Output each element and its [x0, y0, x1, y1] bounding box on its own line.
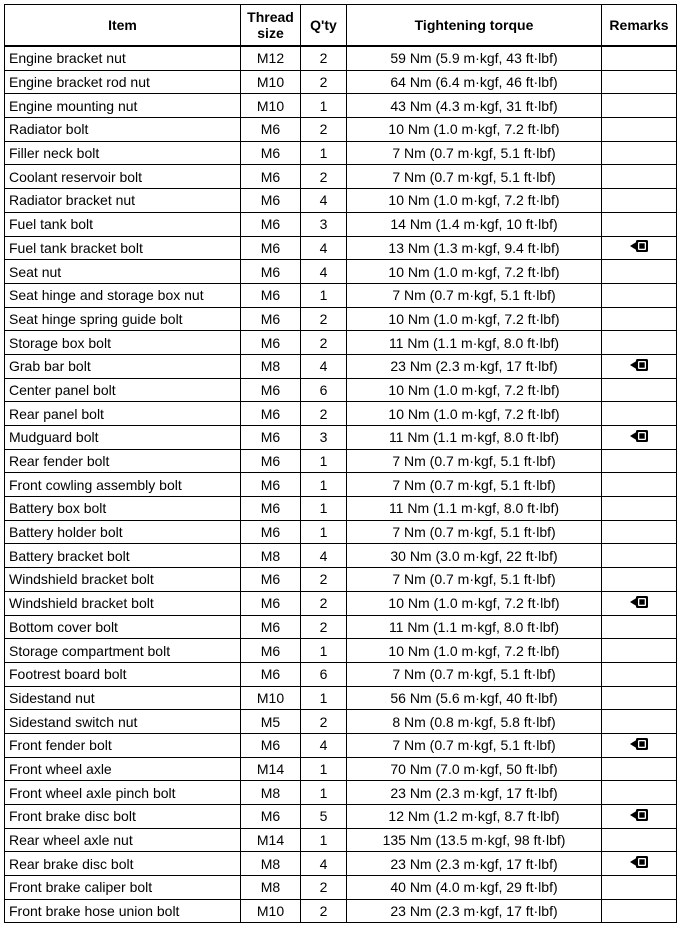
torque-cell: 10 Nm (1.0 m·kgf, 7.2 ft·lbf) — [347, 402, 602, 426]
thread-size-cell: M8 — [241, 544, 301, 568]
item-cell: Bottom cover bolt — [5, 615, 241, 639]
torque-cell: 12 Nm (1.2 m·kgf, 8.7 ft·lbf) — [347, 805, 602, 829]
table-row — [5, 662, 677, 686]
table-row — [5, 189, 677, 213]
qty-cell: 4 — [301, 852, 347, 876]
header-row — [5, 5, 677, 47]
torque-cell: 11 Nm (1.1 m·kgf, 8.0 ft·lbf) — [347, 331, 602, 355]
thread-size-cell: M6 — [241, 307, 301, 331]
qty-cell: 2 — [301, 899, 347, 923]
table-row — [5, 473, 677, 497]
remarks-cell — [602, 473, 677, 497]
qty-cell: 2 — [301, 331, 347, 355]
item-cell: Battery bracket bolt — [5, 544, 241, 568]
remarks-cell — [602, 331, 677, 355]
item-cell: Rear brake disc bolt — [5, 852, 241, 876]
torque-cell: 70 Nm (7.0 m·kgf, 50 ft·lbf) — [347, 757, 602, 781]
thread-size-cell: M6 — [241, 662, 301, 686]
table-row — [5, 828, 677, 852]
remarks-cell — [602, 378, 677, 402]
remarks-cell — [602, 591, 677, 615]
table-row — [5, 876, 677, 900]
remarks-cell — [602, 46, 677, 70]
torque-cell: 23 Nm (2.3 m·kgf, 17 ft·lbf) — [347, 781, 602, 805]
thread-size-cell: M8 — [241, 852, 301, 876]
remarks-cell — [602, 165, 677, 189]
locking-agent-icon — [629, 428, 649, 448]
remarks-cell — [602, 615, 677, 639]
item-cell: Grab bar bolt — [5, 354, 241, 378]
qty-cell: 1 — [301, 639, 347, 663]
thread-size-cell: M14 — [241, 757, 301, 781]
remarks-cell — [602, 118, 677, 142]
torque-cell: 10 Nm (1.0 m·kgf, 7.2 ft·lbf) — [347, 378, 602, 402]
table-row — [5, 118, 677, 142]
table-row — [5, 733, 677, 757]
remarks-cell — [602, 899, 677, 923]
locking-agent-icon — [629, 238, 649, 258]
torque-cell: 10 Nm (1.0 m·kgf, 7.2 ft·lbf) — [347, 591, 602, 615]
thread-size-cell: M10 — [241, 94, 301, 118]
item-cell: Rear panel bolt — [5, 402, 241, 426]
remarks-cell — [602, 852, 677, 876]
locking-agent-icon — [629, 854, 649, 874]
torque-cell: 7 Nm (0.7 m·kgf, 5.1 ft·lbf) — [347, 141, 602, 165]
qty-cell: 2 — [301, 615, 347, 639]
torque-cell: 11 Nm (1.1 m·kgf, 8.0 ft·lbf) — [347, 426, 602, 450]
remarks-cell — [602, 568, 677, 592]
table-row — [5, 331, 677, 355]
table-row — [5, 141, 677, 165]
thread-size-cell: M6 — [241, 236, 301, 260]
item-cell: Engine bracket rod nut — [5, 70, 241, 94]
locking-agent-icon — [629, 736, 649, 756]
torque-cell: 13 Nm (1.3 m·kgf, 9.4 ft·lbf) — [347, 236, 602, 260]
item-cell: Battery box bolt — [5, 497, 241, 521]
qty-cell: 1 — [301, 141, 347, 165]
remarks-cell — [602, 520, 677, 544]
thread-size-cell: M8 — [241, 354, 301, 378]
qty-cell: 1 — [301, 473, 347, 497]
torque-cell: 14 Nm (1.4 m·kgf, 10 ft·lbf) — [347, 212, 602, 236]
table-row — [5, 615, 677, 639]
table-row — [5, 805, 677, 829]
torque-cell: 23 Nm (2.3 m·kgf, 17 ft·lbf) — [347, 852, 602, 876]
thread-size-cell: M12 — [241, 46, 301, 70]
item-cell: Front brake disc bolt — [5, 805, 241, 829]
torque-cell: 10 Nm (1.0 m·kgf, 7.2 ft·lbf) — [347, 260, 602, 284]
torque-cell: 7 Nm (0.7 m·kgf, 5.1 ft·lbf) — [347, 520, 602, 544]
remarks-cell — [602, 757, 677, 781]
remarks-cell — [602, 497, 677, 521]
torque-cell: 59 Nm (5.9 m·kgf, 43 ft·lbf) — [347, 46, 602, 70]
torque-cell: 10 Nm (1.0 m·kgf, 7.2 ft·lbf) — [347, 307, 602, 331]
qty-cell: 2 — [301, 710, 347, 734]
table-row — [5, 710, 677, 734]
qty-cell: 2 — [301, 165, 347, 189]
item-cell: Radiator bracket nut — [5, 189, 241, 213]
qty-cell: 4 — [301, 260, 347, 284]
table-row — [5, 686, 677, 710]
table-row — [5, 260, 677, 284]
torque-cell: 7 Nm (0.7 m·kgf, 5.1 ft·lbf) — [347, 449, 602, 473]
item-cell: Fuel tank bracket bolt — [5, 236, 241, 260]
qty-cell: 3 — [301, 426, 347, 450]
thread-size-cell: M6 — [241, 805, 301, 829]
thread-size-cell: M6 — [241, 568, 301, 592]
item-cell: Coolant reservoir bolt — [5, 165, 241, 189]
thread-size-cell: M6 — [241, 733, 301, 757]
remarks-cell — [602, 283, 677, 307]
qty-cell: 6 — [301, 378, 347, 402]
thread-size-cell: M6 — [241, 426, 301, 450]
thread-size-cell: M6 — [241, 165, 301, 189]
thread-size-cell: M8 — [241, 781, 301, 805]
remarks-cell — [602, 686, 677, 710]
header-thread-size: Thread size — [241, 5, 301, 47]
torque-cell: 40 Nm (4.0 m·kgf, 29 ft·lbf) — [347, 876, 602, 900]
torque-table — [4, 4, 677, 923]
table-row — [5, 852, 677, 876]
item-cell: Battery holder bolt — [5, 520, 241, 544]
thread-size-cell: M6 — [241, 331, 301, 355]
remarks-cell — [602, 426, 677, 450]
thread-size-cell: M14 — [241, 828, 301, 852]
qty-cell: 1 — [301, 757, 347, 781]
table-row — [5, 591, 677, 615]
table-row — [5, 757, 677, 781]
remarks-cell — [602, 212, 677, 236]
thread-size-cell: M6 — [241, 449, 301, 473]
torque-cell: 7 Nm (0.7 m·kgf, 5.1 ft·lbf) — [347, 662, 602, 686]
item-cell: Front brake caliper bolt — [5, 876, 241, 900]
header-item: Item — [5, 5, 241, 47]
qty-cell: 2 — [301, 876, 347, 900]
item-cell: Footrest board bolt — [5, 662, 241, 686]
item-cell: Windshield bracket bolt — [5, 568, 241, 592]
item-cell: Fuel tank bolt — [5, 212, 241, 236]
item-cell: Front wheel axle pinch bolt — [5, 781, 241, 805]
table-row — [5, 899, 677, 923]
item-cell: Storage compartment bolt — [5, 639, 241, 663]
qty-cell: 2 — [301, 307, 347, 331]
table-row — [5, 378, 677, 402]
torque-cell: 135 Nm (13.5 m·kgf, 98 ft·lbf) — [347, 828, 602, 852]
torque-cell: 10 Nm (1.0 m·kgf, 7.2 ft·lbf) — [347, 118, 602, 142]
table-row — [5, 497, 677, 521]
torque-cell: 64 Nm (6.4 m·kgf, 46 ft·lbf) — [347, 70, 602, 94]
table-body — [5, 46, 677, 923]
remarks-cell — [602, 828, 677, 852]
item-cell: Front cowling assembly bolt — [5, 473, 241, 497]
torque-cell: 23 Nm (2.3 m·kgf, 17 ft·lbf) — [347, 899, 602, 923]
thread-size-cell: M6 — [241, 260, 301, 284]
locking-agent-icon — [629, 807, 649, 827]
table-row — [5, 568, 677, 592]
torque-cell: 43 Nm (4.3 m·kgf, 31 ft·lbf) — [347, 94, 602, 118]
torque-cell: 11 Nm (1.1 m·kgf, 8.0 ft·lbf) — [347, 615, 602, 639]
header-qty: Q'ty — [301, 5, 347, 47]
thread-size-cell: M10 — [241, 70, 301, 94]
qty-cell: 1 — [301, 686, 347, 710]
remarks-cell — [602, 70, 677, 94]
qty-cell: 2 — [301, 568, 347, 592]
qty-cell: 4 — [301, 354, 347, 378]
qty-cell: 1 — [301, 497, 347, 521]
thread-size-cell: M6 — [241, 118, 301, 142]
remarks-cell — [602, 307, 677, 331]
qty-cell: 1 — [301, 449, 347, 473]
qty-cell: 1 — [301, 283, 347, 307]
qty-cell: 1 — [301, 94, 347, 118]
item-cell: Seat hinge and storage box nut — [5, 283, 241, 307]
torque-cell: 11 Nm (1.1 m·kgf, 8.0 ft·lbf) — [347, 497, 602, 521]
thread-size-cell: M10 — [241, 686, 301, 710]
locking-agent-icon — [629, 594, 649, 614]
qty-cell: 1 — [301, 781, 347, 805]
thread-size-cell: M6 — [241, 189, 301, 213]
torque-cell: 7 Nm (0.7 m·kgf, 5.1 ft·lbf) — [347, 733, 602, 757]
header-remarks: Remarks — [602, 5, 677, 47]
item-cell: Mudguard bolt — [5, 426, 241, 450]
remarks-cell — [602, 354, 677, 378]
item-cell: Filler neck bolt — [5, 141, 241, 165]
table-row — [5, 544, 677, 568]
torque-cell: 7 Nm (0.7 m·kgf, 5.1 ft·lbf) — [347, 165, 602, 189]
qty-cell: 4 — [301, 544, 347, 568]
remarks-cell — [602, 781, 677, 805]
table-row — [5, 70, 677, 94]
locking-agent-icon — [629, 357, 649, 377]
qty-cell: 1 — [301, 828, 347, 852]
header-tightening-torque: Tightening torque — [347, 5, 602, 47]
item-cell: Rear wheel axle nut — [5, 828, 241, 852]
qty-cell: 4 — [301, 733, 347, 757]
torque-cell: 7 Nm (0.7 m·kgf, 5.1 ft·lbf) — [347, 283, 602, 307]
item-cell: Front fender bolt — [5, 733, 241, 757]
item-cell: Windshield bracket bolt — [5, 591, 241, 615]
thread-size-cell: M6 — [241, 497, 301, 521]
table-row — [5, 449, 677, 473]
qty-cell: 3 — [301, 212, 347, 236]
item-cell: Sidestand switch nut — [5, 710, 241, 734]
item-cell: Front wheel axle — [5, 757, 241, 781]
thread-size-cell: M8 — [241, 876, 301, 900]
item-cell: Sidestand nut — [5, 686, 241, 710]
remarks-cell — [602, 260, 677, 284]
remarks-cell — [602, 876, 677, 900]
torque-cell: 7 Nm (0.7 m·kgf, 5.1 ft·lbf) — [347, 568, 602, 592]
qty-cell: 2 — [301, 46, 347, 70]
remarks-cell — [602, 544, 677, 568]
torque-cell: 8 Nm (0.8 m·kgf, 5.8 ft·lbf) — [347, 710, 602, 734]
thread-size-cell: M6 — [241, 473, 301, 497]
table-row — [5, 520, 677, 544]
item-cell: Center panel bolt — [5, 378, 241, 402]
item-cell: Front brake hose union bolt — [5, 899, 241, 923]
thread-size-cell: M6 — [241, 378, 301, 402]
qty-cell: 6 — [301, 662, 347, 686]
qty-cell: 5 — [301, 805, 347, 829]
table-row — [5, 46, 677, 70]
remarks-cell — [602, 189, 677, 213]
table-row — [5, 165, 677, 189]
table-row — [5, 402, 677, 426]
remarks-cell — [602, 710, 677, 734]
qty-cell: 2 — [301, 402, 347, 426]
remarks-cell — [602, 733, 677, 757]
table-row — [5, 283, 677, 307]
item-cell: Radiator bolt — [5, 118, 241, 142]
item-cell: Storage box bolt — [5, 331, 241, 355]
thread-size-cell: M6 — [241, 615, 301, 639]
remarks-cell — [602, 141, 677, 165]
thread-size-cell: M6 — [241, 591, 301, 615]
qty-cell: 2 — [301, 70, 347, 94]
item-cell: Engine bracket nut — [5, 46, 241, 70]
table-row — [5, 639, 677, 663]
table-row — [5, 236, 677, 260]
table-row — [5, 212, 677, 236]
qty-cell: 4 — [301, 189, 347, 213]
item-cell: Engine mounting nut — [5, 94, 241, 118]
thread-size-cell: M6 — [241, 520, 301, 544]
torque-cell: 10 Nm (1.0 m·kgf, 7.2 ft·lbf) — [347, 189, 602, 213]
table-row — [5, 426, 677, 450]
qty-cell: 2 — [301, 591, 347, 615]
table-row — [5, 781, 677, 805]
thread-size-cell: M6 — [241, 639, 301, 663]
torque-cell: 30 Nm (3.0 m·kgf, 22 ft·lbf) — [347, 544, 602, 568]
remarks-cell — [602, 402, 677, 426]
table-header — [5, 5, 677, 47]
remarks-cell — [602, 236, 677, 260]
remarks-cell — [602, 662, 677, 686]
remarks-cell — [602, 805, 677, 829]
torque-cell: 56 Nm (5.6 m·kgf, 40 ft·lbf) — [347, 686, 602, 710]
qty-cell: 1 — [301, 520, 347, 544]
thread-size-cell: M6 — [241, 212, 301, 236]
torque-cell: 10 Nm (1.0 m·kgf, 7.2 ft·lbf) — [347, 639, 602, 663]
table-row — [5, 354, 677, 378]
thread-size-cell: M6 — [241, 283, 301, 307]
remarks-cell — [602, 449, 677, 473]
thread-size-cell: M6 — [241, 402, 301, 426]
qty-cell: 2 — [301, 118, 347, 142]
table-row — [5, 94, 677, 118]
torque-cell: 23 Nm (2.3 m·kgf, 17 ft·lbf) — [347, 354, 602, 378]
remarks-cell — [602, 94, 677, 118]
thread-size-cell: M6 — [241, 141, 301, 165]
qty-cell: 4 — [301, 236, 347, 260]
thread-size-cell: M10 — [241, 899, 301, 923]
remarks-cell — [602, 639, 677, 663]
item-cell: Seat hinge spring guide bolt — [5, 307, 241, 331]
torque-cell: 7 Nm (0.7 m·kgf, 5.1 ft·lbf) — [347, 473, 602, 497]
table-row — [5, 307, 677, 331]
thread-size-cell: M5 — [241, 710, 301, 734]
item-cell: Rear fender bolt — [5, 449, 241, 473]
item-cell: Seat nut — [5, 260, 241, 284]
